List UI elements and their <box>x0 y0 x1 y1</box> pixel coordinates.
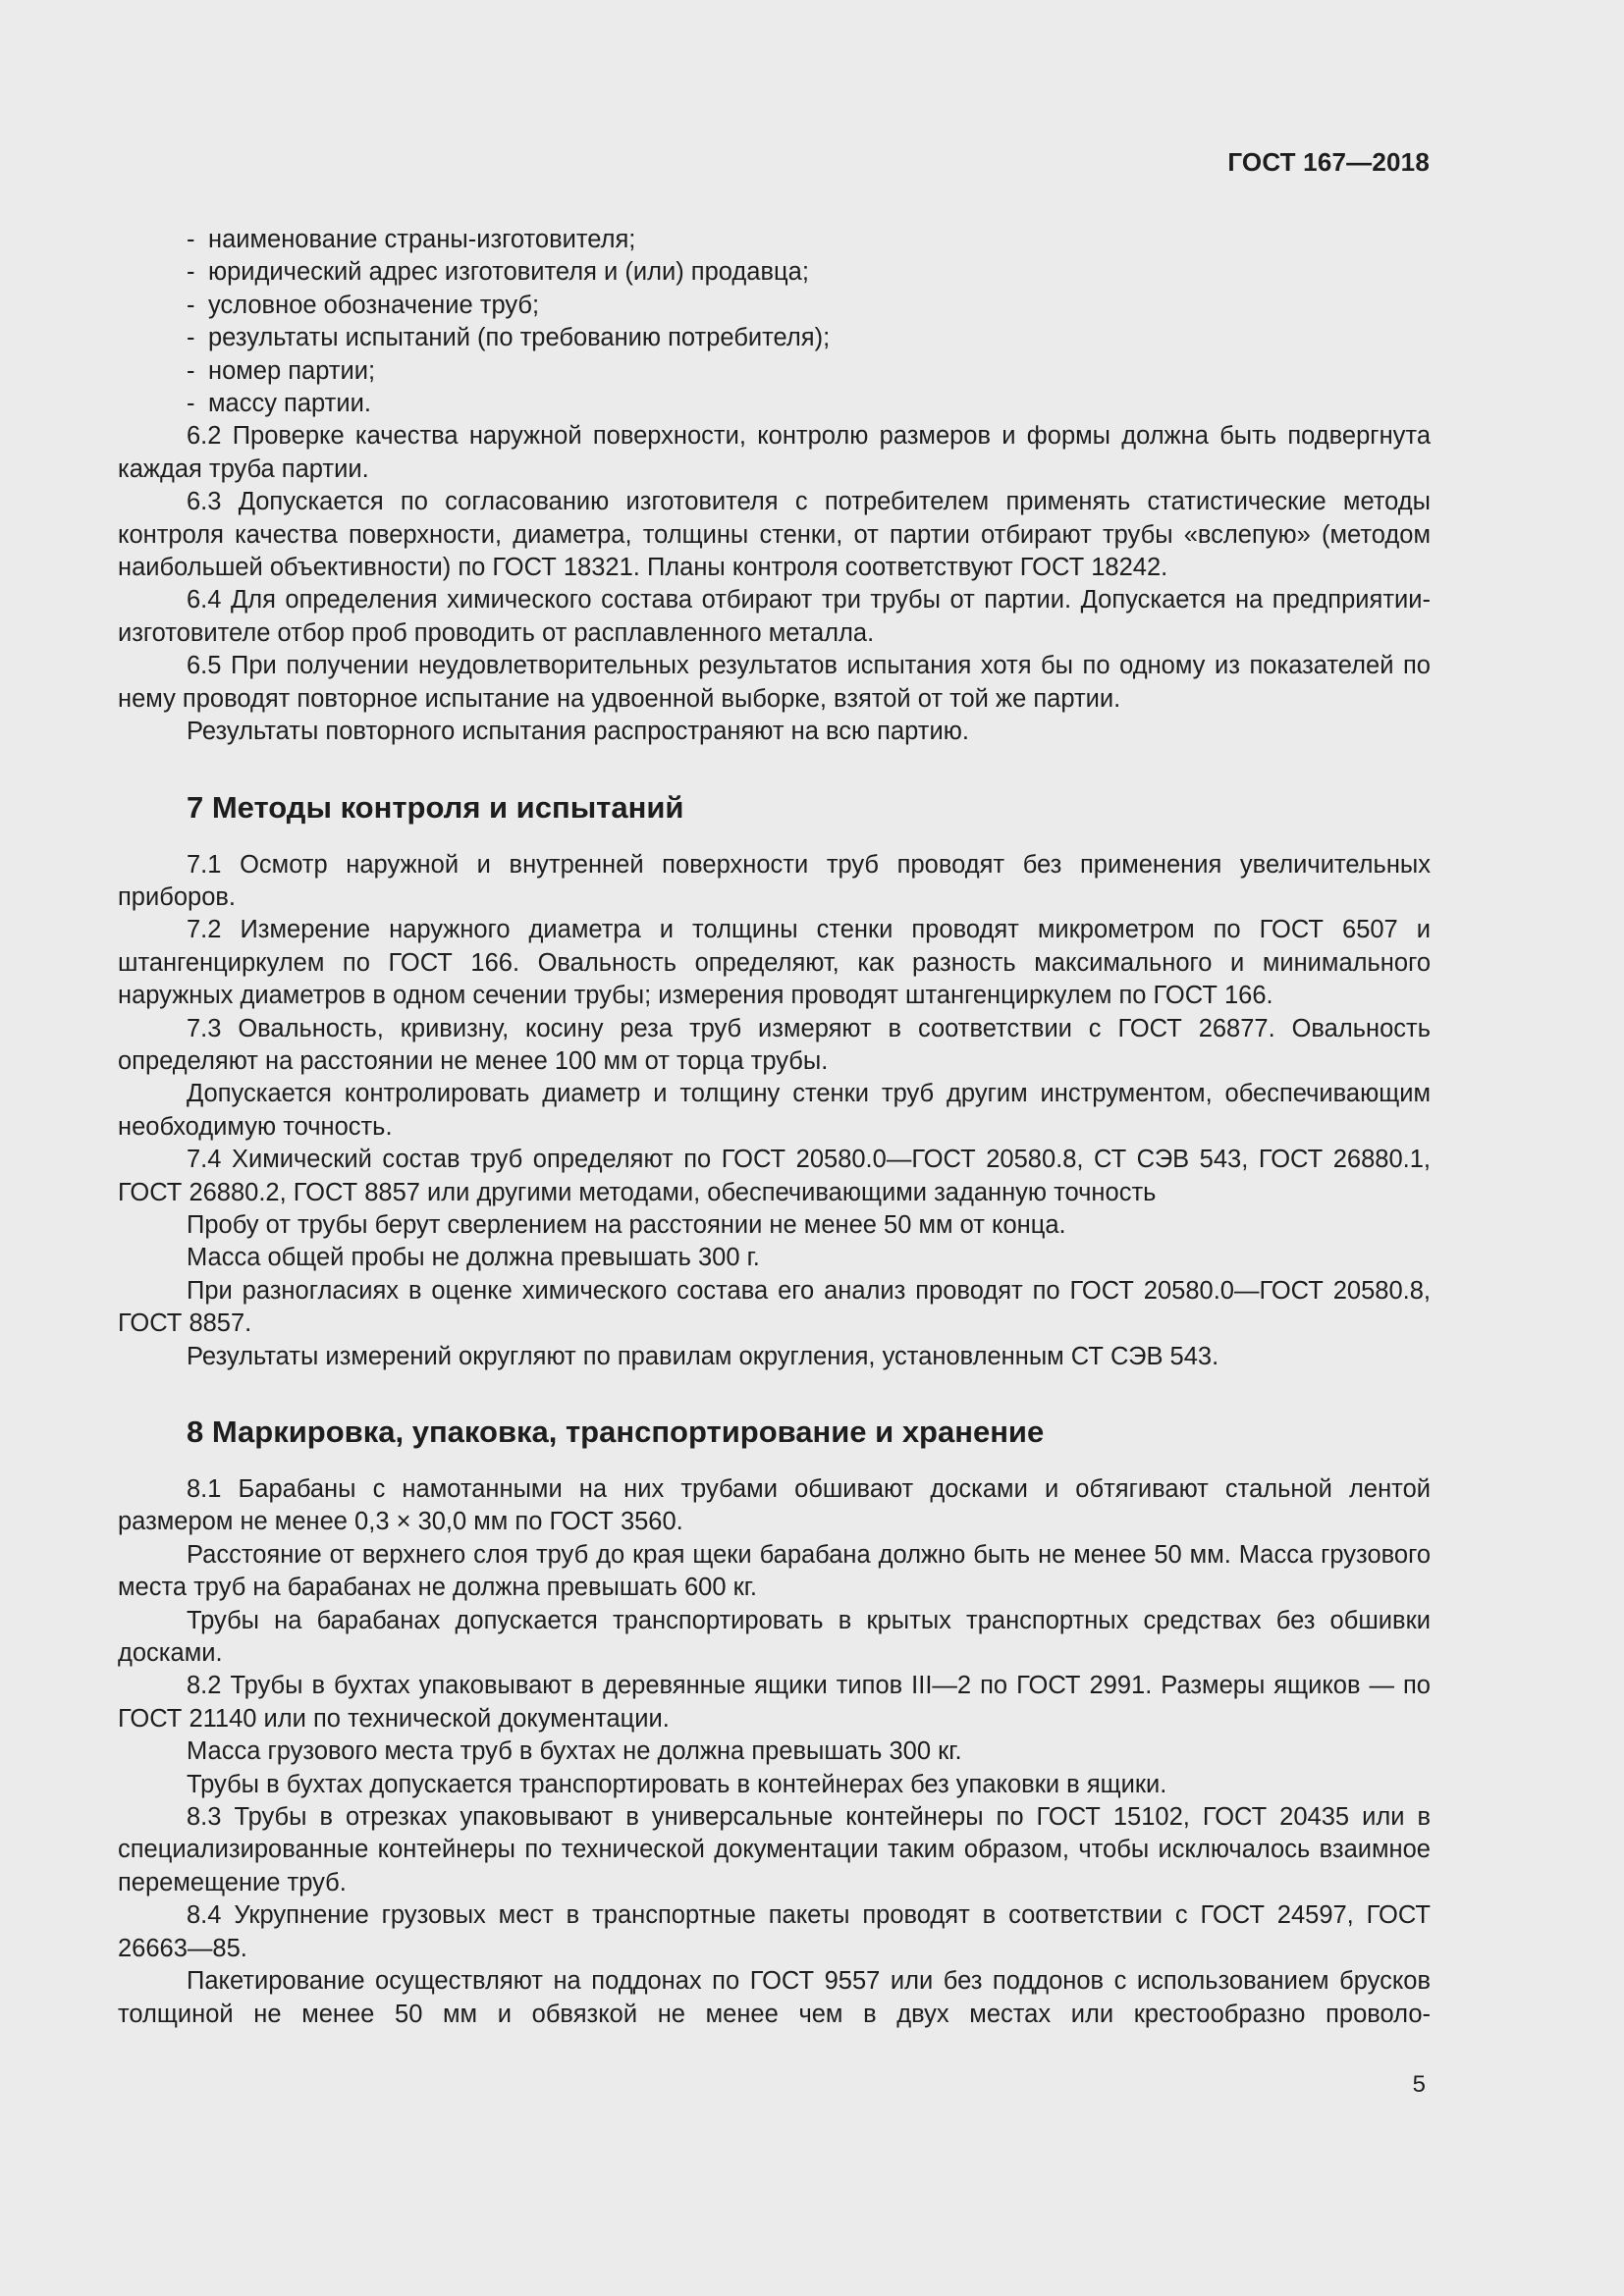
list-dash: - <box>187 356 195 385</box>
paragraph-7-2: 7.2 Измерение наружного диаметра и толщины стенки проводят микрометром по ГОСТ 6507 и штангенциркулем по ГОСТ 166. Овальность определяют, как разность максимального и минимального наружных диаметров в одном сечении трубы; измерения проводят штангенциркулем по ГОСТ 166. <box>118 916 1431 1010</box>
list-item: - юридический адрес изготовителя и (или) продавца; <box>118 256 1431 289</box>
page-number: 5 <box>1412 2071 1426 2098</box>
paragraph-6-5-continued: Результаты повторного испытания распространяют на всю партию. <box>187 718 969 746</box>
paragraph-7-1: 7.1 Осмотр наружной и внутренней поверхности труб проводят без применения увеличительных приборов. <box>118 850 1431 911</box>
paragraph-8-2-containers: Трубы в бухтах допускается транспортировать в контейнерах без упаковки в ящики. <box>187 1770 1167 1798</box>
paragraph-8-1: 8.1 Барабаны с намотанными на них трубами обшивают досками и обтягивают стальной лентой размером не менее 0,3 × 30,0 мм по ГОСТ 3560. <box>118 1475 1431 1536</box>
list-item: - условное обозначение труб; <box>118 290 1431 322</box>
list-dash: - <box>187 226 195 253</box>
list-dash: - <box>187 390 195 418</box>
page-content <box>118 224 1431 2031</box>
paragraph-7-4-rounding: Результаты измерений округляют по правилам округления, установленным СТ СЭВ 543. <box>187 1342 1219 1370</box>
paragraph-7-3-continued: Допускается контролировать диаметр и толщину стенки труб другим инструментом, обеспечивающим необходимую точность. <box>118 1080 1431 1141</box>
list-item: - результаты испытаний (по требованию потребителя); <box>118 322 1431 354</box>
paragraph-6-4: 6.4 Для определения химического состава отбирают три трубы от партии. Допускается на предприятии-изготовителе отбор проб проводить от расплавленного металла. <box>118 586 1431 647</box>
list-item: - номер партии; <box>118 355 1431 388</box>
list-dash: - <box>187 324 195 352</box>
running-header: ГОСТ 167—2018 <box>1227 147 1430 177</box>
paragraph-8-2-mass: Масса грузового места труб в бухтах не должна превышать 300 кг. <box>187 1737 962 1766</box>
paragraph-8-2: 8.2 Трубы в бухтах упаковывают в деревянные ящики типов III—2 по ГОСТ 2991. Размеры ящиков — по ГОСТ 21140 или по технической документации. <box>118 1672 1431 1733</box>
paragraph-8-4: 8.4 Укрупнение грузовых мест в транспортные пакеты проводят в соответствии с ГОСТ 24597, ГОСТ 26663—85. <box>118 1901 1431 1962</box>
paragraph-8-4-packaging: Пакетирование осуществляют на поддонах по ГОСТ 9557 или без поддонов с использованием брусков толщиной не менее 50 мм и обвязкой не менее чем в двух местах или крестообразно проволо- <box>118 1967 1431 2028</box>
list-item: - массу партии. <box>118 388 1431 420</box>
paragraph-6-5: 6.5 При получении неудовлетворительных результатов испытания хотя бы по одному из показателей по нему проводят повторное испытание на удвоенной выборке, взятой от той же партии. <box>118 652 1431 713</box>
list-dash: - <box>187 291 195 319</box>
section-heading-8: 8 Маркировка, упаковка, транспортирование и хранение <box>187 1415 1045 1449</box>
list-item: - наименование страны-изготовителя; <box>118 224 1431 256</box>
paragraph-7-4: 7.4 Химический состав труб определяют по ГОСТ 20580.0—ГОСТ 20580.8, СТ СЭВ 543, ГОСТ 26880.1, ГОСТ 26880.2, ГОСТ 8857 или другими методами, обеспечивающими заданную точность <box>118 1146 1431 1206</box>
section-heading-7: 7 Методы контроля и испытаний <box>187 789 684 825</box>
paragraph-6-2: 6.2 Проверке качества наружной поверхности, контролю размеров и формы должна быть подвергнута каждая труба партии. <box>118 422 1431 483</box>
paragraph-8-1-distance: Расстояние от верхнего слоя труб до края щеки барабана должно быть не менее 50 мм. Масса грузового места труб на барабанах не должна превышать 600 кг. <box>118 1540 1431 1602</box>
list-dash: - <box>187 258 195 287</box>
paragraph-7-3: 7.3 Овальность, кривизну, косину реза труб измеряют в соответствии с ГОСТ 26877. Овальность определяют на расстоянии не менее 100 мм от торца трубы. <box>118 1014 1431 1075</box>
paragraph-8-1-transport: Трубы на барабанах допускается транспортировать в крытых транспортных средствах без обшивки досками. <box>118 1606 1431 1668</box>
paragraph-7-4-dispute: При разногласиях в оценке химического состава его анализ проводят по ГОСТ 20580.0—ГОСТ 20580.8, ГОСТ 8857. <box>118 1276 1431 1338</box>
paragraph-7-4-mass: Масса общей пробы не должна превышать 300 г. <box>187 1244 760 1272</box>
paragraph-6-3: 6.3 Допускается по согласованию изготовителя с потребителем применять статистические методы контроля качества поверхности, диаметра, толщины стенки, от партии отбирают трубы «вслепую» (методом наибольшей объективности) по ГОСТ 18321. Планы контроля соответствуют ГОСТ 18242. <box>118 488 1431 582</box>
requirements-list <box>118 224 1431 420</box>
paragraph-7-4-sample: Пробу от трубы берут сверлением на расстоянии не менее 50 мм от конца. <box>187 1210 1066 1239</box>
paragraph-8-3: 8.3 Трубы в отрезках упаковывают в универсальные контейнеры по ГОСТ 15102, ГОСТ 20435 или в специализированные контейнеры по технической документации таким образом, чтобы исключалось взаимное перемещение труб. <box>118 1803 1431 1896</box>
